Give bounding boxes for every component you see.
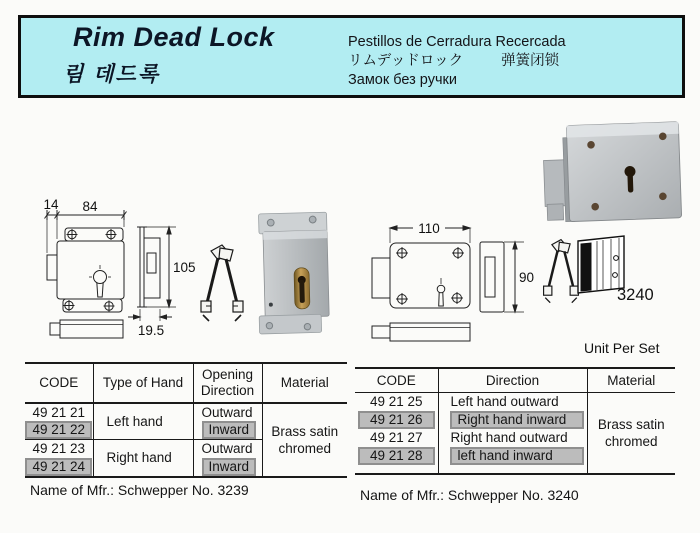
material-cell: Brass satin chromed [587, 393, 675, 474]
material-cell: Brass satin chromed [262, 403, 347, 477]
dim-label-84: 84 [82, 199, 98, 214]
direction-cell: Outward [193, 403, 262, 421]
subtitle-chinese: 弹簧闭锁 [501, 53, 560, 69]
highlighted-direction: Inward [202, 458, 257, 476]
screw-icon [106, 229, 117, 240]
col-header-material: Material [587, 368, 675, 393]
screw-icon [452, 247, 464, 259]
direction-cell [438, 447, 587, 474]
model-number-label: 3240 [617, 286, 654, 304]
page-title: Rim Dead Lock [73, 22, 275, 52]
code-cell [355, 411, 438, 429]
brass-keyhole [294, 268, 310, 309]
hand-cell: Right hand [93, 440, 193, 477]
keyhole-icon [437, 278, 445, 306]
direction-cell: Right hand outward [438, 429, 587, 447]
manufacturer-note-3240: Name of Mfr.: Schwepper No. 3240 [360, 487, 579, 503]
col-header-opening: Opening Direction [193, 363, 262, 403]
dim-label-110: 110 [418, 221, 440, 236]
highlighted-code: 49 21 22 [25, 421, 92, 439]
code-cell: 49 21 27 [369, 430, 423, 445]
dim-label-19-5: 19.5 [137, 323, 165, 338]
col-header-code: CODE [25, 363, 93, 403]
col-header-material: Material [262, 363, 347, 403]
hand-cell: Left hand [93, 403, 193, 440]
right-lock-dimension-drawing [368, 210, 536, 345]
direction-cell: Outward [193, 440, 262, 458]
unit-per-set-label: Unit Per Set [584, 340, 660, 356]
subtitle-japanese-chinese [348, 52, 566, 71]
crossed-keys-icon [198, 243, 246, 325]
page-title-korean: 림 데드록 [63, 63, 160, 86]
code-cell [355, 447, 438, 474]
direction-cell [438, 411, 587, 429]
screw-icon [396, 247, 408, 259]
highlighted-direction: Inward [202, 421, 257, 439]
subtitle-japanese: リムデッドロック [348, 53, 464, 69]
dim-label-90: 90 [519, 270, 535, 285]
subtitle-spanish: Pestillos de Cerradura Recercada [348, 34, 566, 50]
screw-icon [67, 229, 78, 240]
highlighted-code: 49 21 24 [25, 458, 92, 476]
direction-cell: Left hand outward [438, 393, 587, 411]
product-table-3240 [355, 367, 675, 475]
screw-icon [104, 301, 115, 312]
highlighted-code: 49 21 28 [358, 447, 435, 465]
table-header-row [355, 368, 675, 393]
dim-label-105: 105 [173, 260, 196, 275]
header-translations [348, 33, 566, 90]
screw-icon [64, 300, 75, 311]
highlighted-direction: left hand inward [450, 447, 584, 465]
lock-photo-top [542, 112, 688, 233]
header-banner [18, 15, 685, 98]
lock-photo-front [254, 206, 337, 336]
code-cell: 49 21 25 [369, 394, 423, 410]
col-header-code: CODE [355, 368, 438, 393]
manufacturer-note-3239: Name of Mfr.: Schwepper No. 3239 [30, 482, 249, 498]
code-cell: 49 21 21 [32, 405, 86, 420]
table-row [25, 403, 347, 421]
dim-label-14: 14 [43, 197, 59, 212]
highlighted-direction: Right hand inward [450, 411, 584, 429]
code-cell [25, 458, 93, 477]
direction-cell [193, 421, 262, 440]
code-cell [25, 421, 93, 440]
screw-icon [451, 292, 463, 304]
direction-cell [193, 458, 262, 477]
product-table-3239 [25, 362, 347, 478]
table-row [355, 393, 675, 411]
screw-icon [396, 293, 408, 305]
col-header-direction: Direction [438, 368, 587, 393]
table-header-row [25, 363, 347, 403]
col-header-hand: Type of Hand [93, 363, 193, 403]
highlighted-code: 49 21 26 [358, 411, 435, 429]
keyhole-icon [89, 265, 111, 297]
code-cell: 49 21 23 [25, 440, 93, 458]
subtitle-russian: Замок без ручки [348, 72, 457, 88]
